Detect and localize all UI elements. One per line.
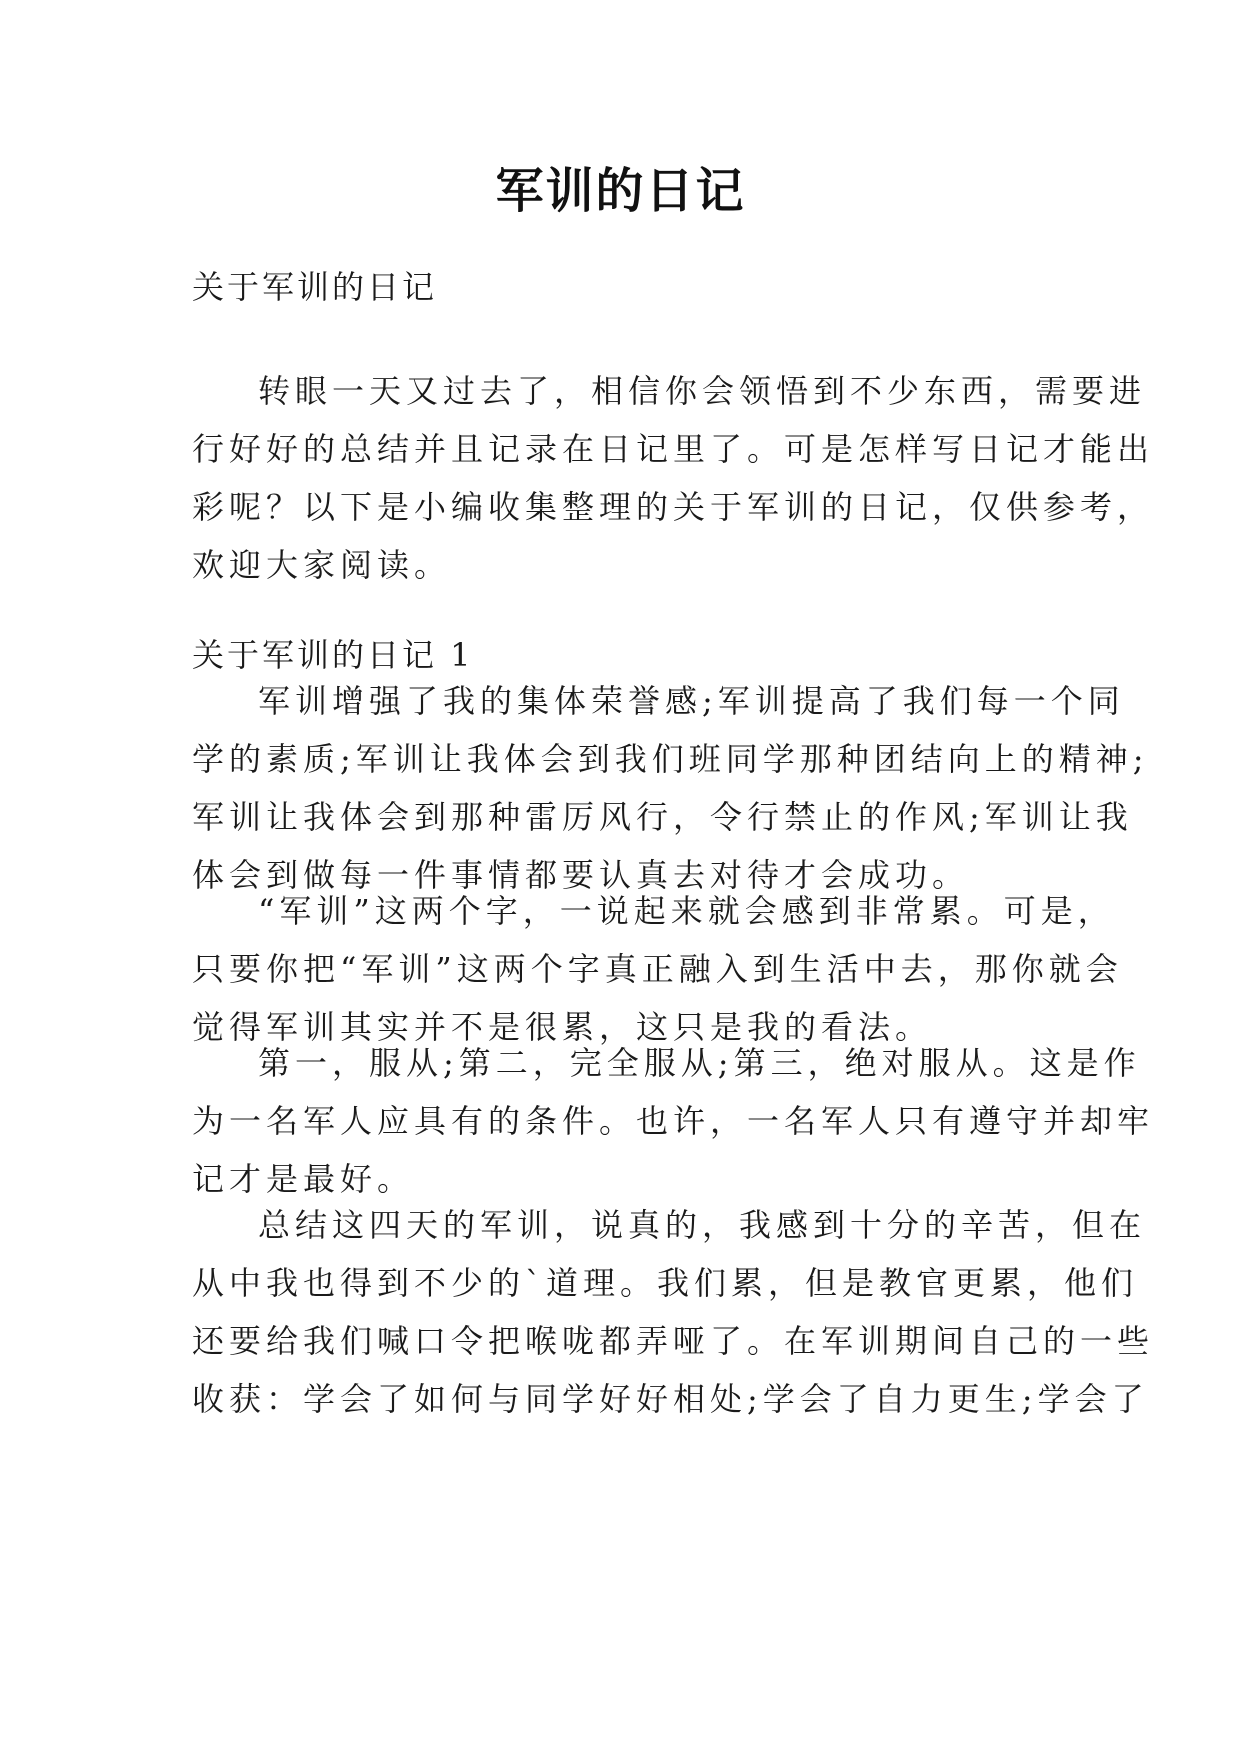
intro-paragraph [192, 362, 1154, 594]
paragraph-line: 收获：学会了如何与同学好好相处;学会了自力更生;学会了 [192, 1380, 1149, 1418]
paragraph-line: 军训让我体会到那种雷厉风行，令行禁止的作风;军训让我 [192, 798, 1133, 836]
paragraph-line: 学的素质;军训让我体会到我们班同学那种团结向上的精神; [192, 740, 1149, 778]
paragraph-line: 军训增强了我的集体荣誉感;军训提高了我们每一个同 [258, 682, 1125, 720]
intro-line: 欢迎大家阅读。 [192, 546, 452, 584]
body-paragraph-4 [192, 1196, 1154, 1428]
intro-line: 转眼一天又过去了，相信你会领悟到不少东西，需要进 [258, 372, 1147, 410]
intro-line: 彩呢？以下是小编收集整理的关于军训的日记，仅供参考， [192, 488, 1155, 526]
paragraph-line: 还要给我们喊口令把喉咙都弄哑了。在军训期间自己的一些 [192, 1322, 1155, 1360]
paragraph-line: 总结这四天的军训，说真的，我感到十分的辛苦，但在 [258, 1206, 1147, 1244]
paragraph-line: 从中我也得到不少的`道理。我们累，但是教官更累，他们 [192, 1264, 1139, 1302]
paragraph-line: 记才是最好。 [192, 1160, 415, 1198]
paragraph-line: 第一，服从;第二，完全服从;第三，绝对服从。这是作 [258, 1044, 1141, 1082]
intro-line: 行好好的总结并且记录在日记里了。可是怎样写日记才能出 [192, 430, 1155, 468]
paragraph-line: “军训”这两个字，一说起来就会感到非常累。可是， [258, 892, 1115, 930]
section-heading: 关于军训的日记 1 [192, 636, 474, 674]
paragraph-line: 觉得军训其实并不是很累，这只是我的看法。 [192, 1008, 933, 1046]
paragraph-line: 为一名军人应具有的条件。也许，一名军人只有遵守并却牢 [192, 1102, 1155, 1140]
body-paragraph-2 [192, 882, 1123, 1056]
document-subtitle: 关于军训的日记 [192, 268, 438, 306]
body-paragraph-1 [192, 672, 1149, 904]
body-paragraph-3 [192, 1034, 1154, 1208]
paragraph-line: 体会到做每一件事情都要认真去对待才会成功。 [192, 856, 970, 894]
paragraph-line: 只要你把“军训”这两个字真正融入到生活中去，那你就会 [192, 950, 1123, 988]
document-title: 军训的日记 [495, 163, 746, 219]
